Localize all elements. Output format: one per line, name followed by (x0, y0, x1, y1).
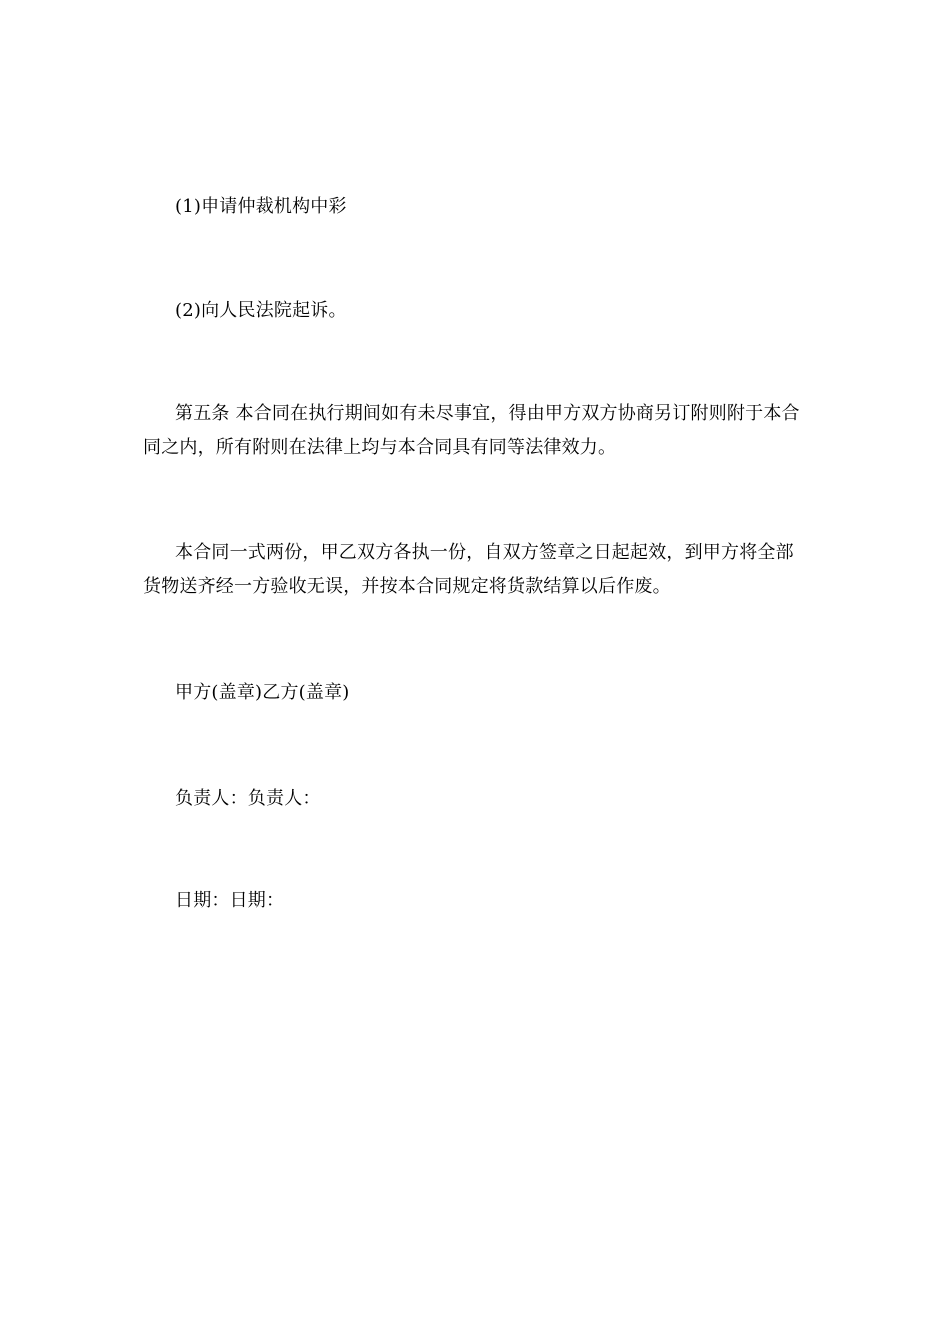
date-line: 日期：日期： (175, 890, 285, 911)
clause-item-court: (2)向人民法院起诉。 (175, 300, 347, 321)
article-five-paragraph: 第五条 本合同在执行期间如有未尽事宜，得由甲方双方协商另订附则附于本合同之内，所有附则在法律上均与本合同具有同等法律效力。 (143, 403, 800, 458)
responsible-person-line: 负责人：负责人： (175, 788, 321, 809)
seal-line: 甲方(盖章)乙方(盖章) (175, 682, 350, 703)
clause-item-arbitration: (1)申请仲裁机构中彩 (175, 196, 347, 217)
contract-copies-paragraph: 本合同一式两份，甲乙双方各执一份，自双方签章之日起起效，到甲方将全部货物送齐经一方验收无误，并按本合同规定将货款结算以后作废。 (143, 542, 794, 597)
